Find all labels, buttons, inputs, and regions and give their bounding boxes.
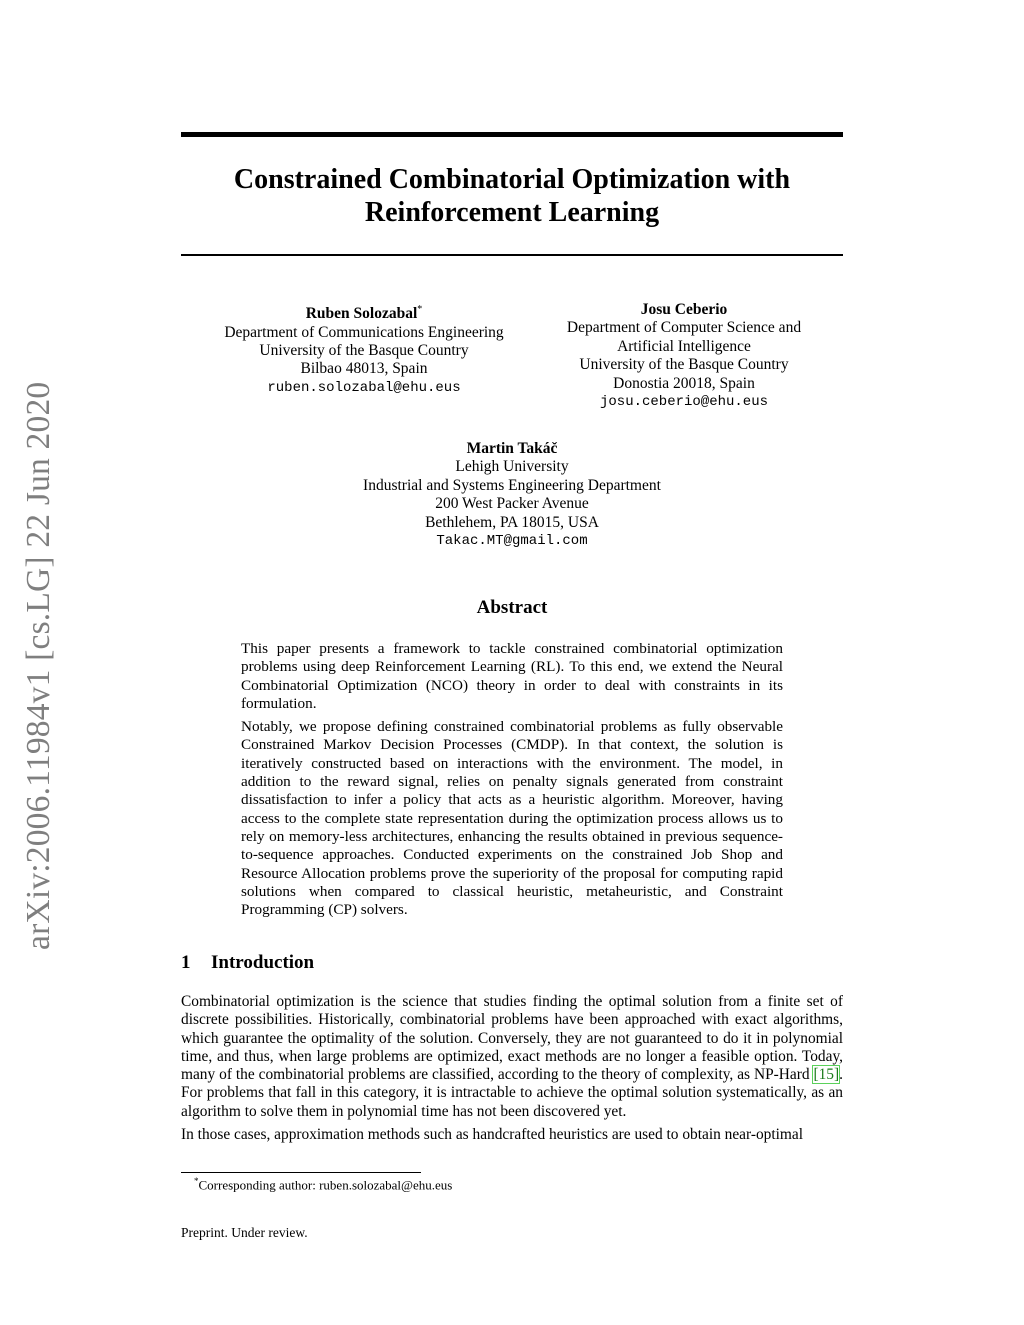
section-heading-introduction bbox=[181, 952, 314, 974]
author-name: Ruben Solozabal* bbox=[305, 304, 423, 323]
author-name: Martin Takáč bbox=[466, 440, 558, 457]
title-line-1: Constrained Combinatorial Optimization with bbox=[233, 164, 791, 195]
author-block-2 bbox=[524, 301, 844, 411]
author-email[interactable]: josu.ceberio@ehu.eus bbox=[599, 394, 769, 411]
footnote bbox=[194, 1176, 452, 1193]
section-title: Introduction bbox=[211, 952, 315, 973]
author-block-1 bbox=[181, 301, 547, 397]
author-affiliation: University of the Basque Country bbox=[579, 356, 789, 374]
author-affiliation: Industrial and Systems Engineering Department bbox=[363, 476, 661, 494]
author-affiliation: Lehigh University bbox=[455, 458, 569, 476]
footnote-marker: * bbox=[194, 1176, 199, 1186]
author-name: Josu Ceberio bbox=[640, 301, 728, 318]
title-bottom-rule bbox=[181, 254, 843, 256]
title-line-2: Reinforcement Learning bbox=[364, 197, 660, 228]
author-affiliation: Department of Communications Engineering bbox=[224, 323, 504, 341]
title-top-rule bbox=[181, 132, 843, 137]
footnote-marker: * bbox=[417, 304, 423, 315]
author-affiliation: Artificial Intelligence bbox=[617, 337, 751, 355]
citation-link[interactable]: [15] bbox=[813, 1066, 840, 1084]
abstract-body bbox=[241, 640, 783, 924]
author-affiliation: University of the Basque Country bbox=[259, 341, 469, 359]
introduction-body bbox=[181, 993, 843, 1149]
abstract-paragraph: This paper presents a framework to tackle constrained combinatorial optimization problems using deep Reinforcement Learning (RL). To this end, we extend the Neural Combinatorial Optimization (NCO) theory in order to deal with constraints in its formulation. bbox=[241, 640, 783, 712]
body-paragraph: In those cases, approximation methods such as handcrafted heuristics are used to obtain near-optimal bbox=[181, 1126, 803, 1144]
preprint-notice: Preprint. Under review. bbox=[181, 1225, 308, 1240]
paper-title bbox=[181, 163, 843, 229]
arxiv-identifier: arXiv:2006.11984v1 [cs.LG] 22 Jun 2020 bbox=[20, 381, 57, 950]
author-address: Donostia 20018, Spain bbox=[613, 374, 755, 392]
author-address: Bethlehem, PA 18015, USA bbox=[425, 513, 599, 531]
author-email[interactable]: ruben.solozabal@ehu.eus bbox=[267, 379, 461, 396]
author-address: Bilbao 48013, Spain bbox=[300, 360, 428, 378]
abstract-heading: Abstract bbox=[476, 597, 548, 618]
footnote-text: Corresponding author: ruben.solozabal@ehu.eus bbox=[198, 1177, 453, 1193]
section-number: 1 bbox=[181, 952, 191, 973]
abstract-paragraph: Notably, we propose defining constrained combinatorial problems as fully observable Constrained Markov Decision Processes (CMDP). In that context, the solution is iteratively constructed based on interactions with the environment. The model, in addition to the reward signal, relies on penalty signals generated from constraint dissatisfaction to infer a policy that acts as a heuristic algorithm. Moreover, having access to the complete state representation during the optimization process allows us to rely on memory-less architectures, enhancing the results obtained in previous sequence-to-sequence approaches. Conducted experiments on the constrained Job Shop and Resource Allocation problems prove the superiority of the proposal for computing rapid solutions when compared to classical heuristic, metaheuristic, and Constraint Programming (CP) solvers. bbox=[241, 718, 783, 919]
body-paragraph: Combinatorial optimization is the science that studies finding the optimal solution from a finite set of discrete possibilities. Historically, combinatorial problems have been approached with exact algorithms, which guarantee the optimality of the solution. Conversely, they are not guaranteed to do it in polynomial time, and thus, when large problems are optimized, exact methods are no longer a feasible option. Today, many of the combinatorial problems are classified, according to the theory of complexity, as NP-Hard [15]. For problems that fall in this category, it is intractable to achieve the optimal solution systematically, as an algorithm to solve them in polynomial time has not been discovered yet. bbox=[181, 993, 843, 1120]
footnote-rule bbox=[181, 1172, 421, 1173]
author-address: 200 West Packer Avenue bbox=[435, 495, 589, 513]
arxiv-sidebar bbox=[20, 381, 80, 1010]
author-email[interactable]: Takac.MT@gmail.com bbox=[436, 533, 588, 550]
author-affiliation: Department of Computer Science and bbox=[566, 319, 802, 337]
author-block-3 bbox=[181, 440, 843, 550]
